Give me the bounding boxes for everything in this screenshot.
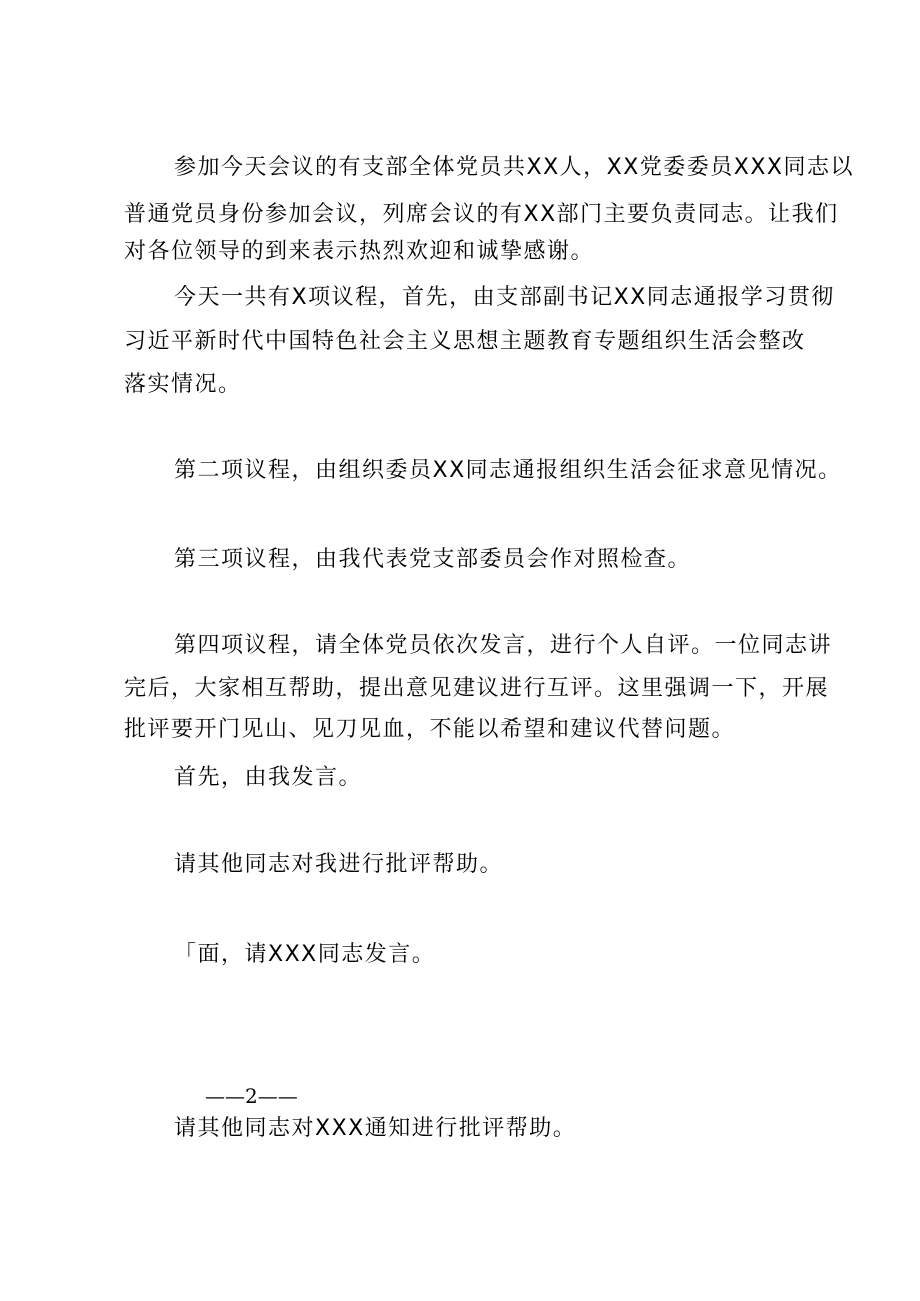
page-number: ——2——: [205, 1084, 298, 1108]
paragraph-5-line-1: 第四项议程，请全体党员依次发言，进行个人自评。一位同志讲: [174, 633, 833, 658]
paragraph-3-line-1: 第二项议程，由组织委员XX同志通报组织生活会征求意见情况。: [174, 458, 842, 483]
paragraph-5-line-3: 批评要开门见山、见刀见血，不能以希望和建议代替问题。: [124, 717, 736, 742]
paragraph-1-line-1: 参加今天会议的有支部全体党员共XX人，XX党委委员XXX同志以: [174, 155, 855, 180]
paragraph-5-line-2: 完后，大家相互帮助，提出意见建议进行互评。这里强调一下，开展: [124, 676, 830, 701]
paragraph-2-line-2: 习近平新时代中国特色社会主义思想主题教育专题组织生活会整改: [124, 329, 806, 354]
paragraph-1-line-2: 普通党员身份参加会议，列席会议的有XX部门主要负责同志。让我们: [124, 202, 839, 227]
paragraph-2-line-3: 落实情况。: [124, 372, 242, 397]
after-page-break-line: 请其他同志对XXX通知进行批评帮助。: [174, 1116, 577, 1141]
paragraph-7-line-1: 请其他同志对我进行批评帮助。: [174, 852, 504, 877]
paragraph-1-line-3: 对各位领导的到来表示热烈欢迎和诚挚感谢。: [124, 239, 595, 264]
paragraph-2-line-1: 今天一共有X项议程，首先，由支部副书记XX同志通报学习贯彻: [174, 285, 835, 310]
paragraph-8-line-1: 「面，请XXX同志发言。: [174, 942, 436, 967]
paragraph-6-line-1: 首先，由我发言。: [174, 765, 363, 790]
paragraph-4-line-1: 第三项议程，由我代表党支部委员会作对照检查。: [174, 547, 692, 572]
